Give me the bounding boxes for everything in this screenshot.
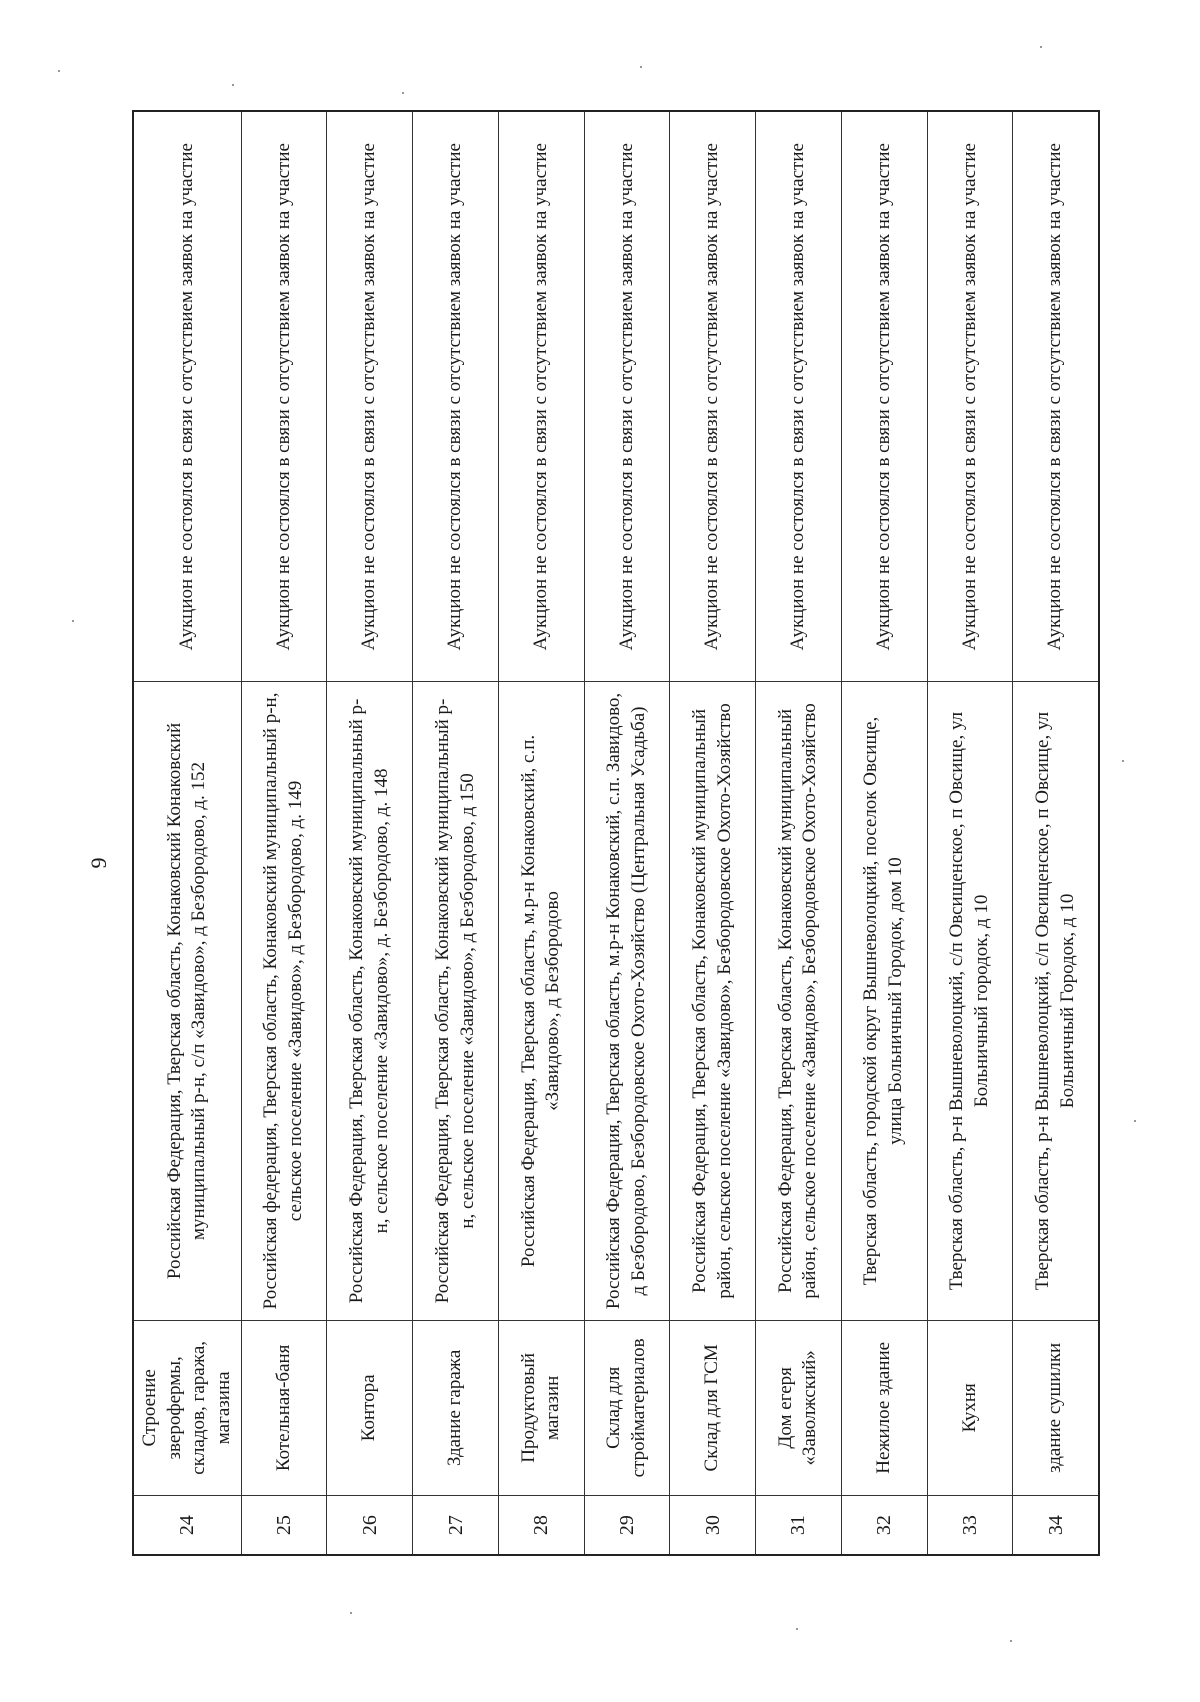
scan-speck [402, 92, 404, 94]
scan-speck [1010, 1640, 1012, 1642]
table-row [241, 112, 327, 1554]
table-row [134, 112, 241, 1554]
object-address: Российская Федерация, Тверская область, Конаковский муниципальный р-н, сельское поселение «Завидово», д Безбородово, д 150 [413, 682, 498, 1320]
object-address: Российская Федерация, Тверская область, м.р-н Конаковский, с.п. Завидово, д Безбородово, Безбородовское Охото-Хозяйство (Центральная Усадьба) [585, 682, 670, 1320]
scan-speck [1134, 1120, 1136, 1122]
row-number: 32 [873, 1515, 896, 1536]
property-table-frame [132, 110, 1100, 1556]
row-number: 34 [1044, 1515, 1067, 1536]
object-name: Нежилое здание [842, 1321, 927, 1497]
object-name: Строение зверофермы, складов, гаража, магазина [134, 1321, 241, 1497]
table-row [584, 112, 670, 1554]
property-table [132, 110, 1100, 1556]
object-address: Российская Федерация, Тверская область, м.р-н Конаковский, с.п. «Завидово», д Безбородово [499, 682, 584, 1320]
row-number: 27 [444, 1515, 467, 1536]
table-row [498, 112, 584, 1554]
object-address: Российская Федерация, Тверская область, Конаковский Конаковский муниципальный р-н, с/п «Завидово», д Безбородово, д. 152 [134, 682, 241, 1320]
auction-result: Аукцион не состоялся в связи с отсутствием заявок на участие [756, 112, 841, 682]
table-row [412, 112, 498, 1554]
row-number: 25 [273, 1515, 296, 1536]
table-row [1012, 112, 1098, 1554]
scan-speck [1040, 46, 1042, 48]
table-row [755, 112, 841, 1554]
table-row [326, 112, 412, 1554]
auction-result: Аукцион не состоялся в связи с отсутствием заявок на участие [842, 112, 927, 682]
object-name: Склад для стройматериалов [585, 1321, 670, 1497]
row-number: 30 [701, 1515, 724, 1536]
row-number: 29 [615, 1515, 638, 1536]
table-row [841, 112, 927, 1554]
object-address: Тверская область, городской округ Вышневолоцкий, поселок Овсище, улица Больничный Городок, дом 10 [842, 682, 927, 1320]
page-number: 9 [86, 857, 111, 869]
auction-result: Аукцион не состоялся в связи с отсутствием заявок на участие [134, 112, 241, 682]
object-name: Здание гаража [413, 1321, 498, 1497]
object-address: Российская Федерация, Тверская область, Конаковский муниципальный район, сельское поселение «Завидово», Безбородовское Охото-Хозяйство [756, 682, 841, 1320]
auction-result: Аукцион не состоялся в связи с отсутствием заявок на участие [585, 112, 670, 682]
object-address: Тверская область, р-н Вышневолоцкий, с/п Овсищенское, п Овсище, ул Больничный Городок, д 10 [1013, 682, 1098, 1320]
object-name: Кухня [928, 1321, 1013, 1497]
scan-speck [232, 84, 234, 86]
scan-speck [640, 66, 642, 68]
row-number: 33 [958, 1515, 981, 1536]
scan-speck [350, 1612, 352, 1614]
row-number: 31 [787, 1515, 810, 1536]
table-row [927, 112, 1013, 1554]
object-address: Российская Федерация, Тверская область, Конаковский муниципальный р-н, сельское поселение «Завидово», д. Безбородово, д. 148 [327, 682, 412, 1320]
object-address: Тверская область, р-н Вышневолоцкий, с/п Овсищенское, п Овсище, ул Больничный городок, д 10 [928, 682, 1013, 1320]
object-name: Контора [327, 1321, 412, 1497]
auction-result: Аукцион не состоялся в связи с отсутствием заявок на участие [928, 112, 1013, 682]
object-name: Продуктовый магазин [499, 1321, 584, 1497]
scan-speck [72, 620, 74, 622]
object-name: здание сушилки [1013, 1321, 1098, 1497]
row-number: 28 [530, 1515, 553, 1536]
row-number: 24 [176, 1515, 199, 1536]
object-address: Российская федерация, Тверская область, Конаковский муниципальный р-н, сельское поселение «Завидово», д Безбородово, д. 149 [242, 682, 327, 1320]
object-address: Российская Федерация, Тверская область, Конаковский муниципальный район, сельское поселение «Завидово», Безбородовское Охото-Хозяйство [670, 682, 755, 1320]
auction-result: Аукцион не состоялся в связи с отсутствием заявок на участие [327, 112, 412, 682]
scan-speck [58, 70, 60, 72]
auction-result: Аукцион не состоялся в связи с отсутствием заявок на участие [242, 112, 327, 682]
table-row [669, 112, 755, 1554]
scan-speck [796, 1628, 798, 1630]
auction-result: Аукцион не состоялся в связи с отсутствием заявок на участие [413, 112, 498, 682]
auction-result: Аукцион не состоялся в связи с отсутствием заявок на участие [1013, 112, 1098, 682]
object-name: Котельная-баня [242, 1321, 327, 1497]
row-number: 26 [358, 1515, 381, 1536]
auction-result: Аукцион не состоялся в связи с отсутствием заявок на участие [670, 112, 755, 682]
auction-result: Аукцион не состоялся в связи с отсутствием заявок на участие [499, 112, 584, 682]
scan-speck [1122, 760, 1124, 762]
object-name: Склад для ГСМ [670, 1321, 755, 1497]
object-name: Дом егеря «Заволжский» [756, 1321, 841, 1497]
